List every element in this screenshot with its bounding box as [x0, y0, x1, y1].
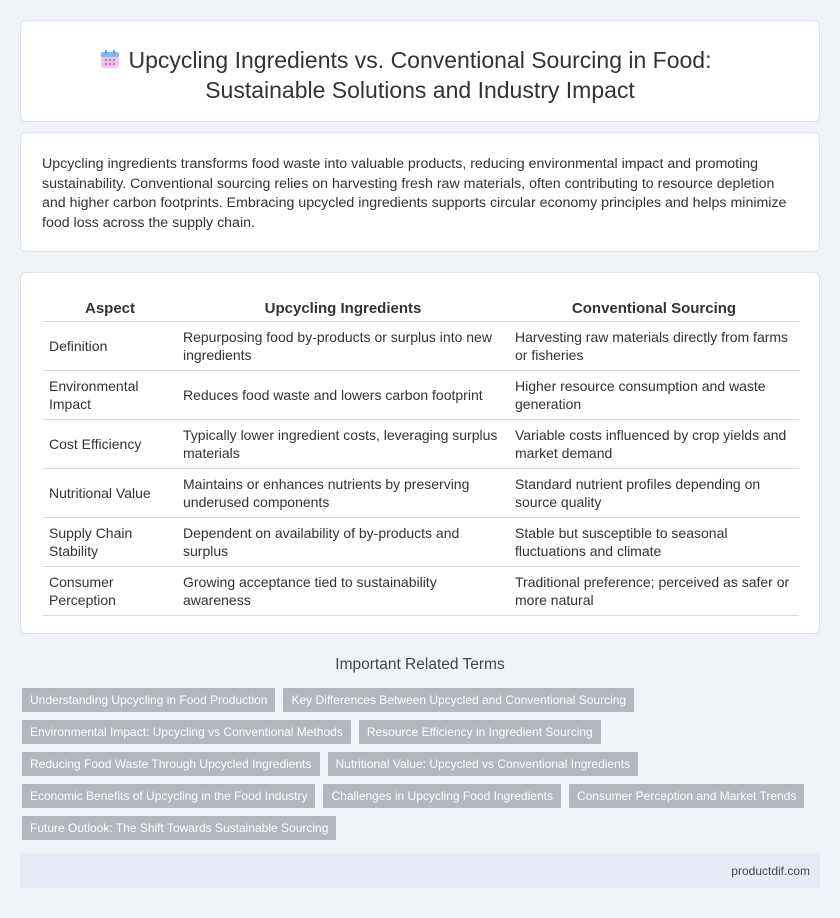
table-cell: Definition	[43, 321, 177, 370]
tag-row	[22, 752, 812, 776]
related-term-tag[interactable]: Nutritional Value: Upcycled vs Conventional Ingredients	[328, 752, 639, 776]
header-upcycling: Upcycling Ingredients	[177, 297, 509, 321]
table-cell: Consumer Perception	[43, 566, 177, 615]
table-cell: Growing acceptance tied to sustainability awareness	[177, 566, 509, 615]
intro-card	[20, 132, 820, 252]
calendar-icon	[99, 48, 121, 70]
related-term-tag[interactable]: Resource Efficiency in Ingredient Sourcing	[359, 720, 601, 744]
table-cell: Stable but susceptible to seasonal fluctuations and climate	[509, 517, 799, 566]
table-cell: Supply Chain Stability	[43, 517, 177, 566]
table-cell: Dependent on availability of by-products and surplus	[177, 517, 509, 566]
table-row	[43, 517, 799, 566]
tag-row	[22, 720, 812, 744]
table-row	[43, 566, 799, 615]
comparison-card	[20, 272, 820, 634]
table-cell: Repurposing food by-products or surplus into new ingredients	[177, 321, 509, 370]
title-line-2: Sustainable Solutions and Industry Impact	[205, 77, 635, 103]
intro-paragraph: Upcycling ingredients transforms food waste into valuable products, reducing environmental impact and promoting sustainability. Conventional sourcing relies on harvesting fresh raw materials, often contributing to resource depletion and higher carbon footprints. Embracing upcycled ingredients supports circular economy principles and helps minimize food loss across the supply chain.	[42, 156, 787, 231]
related-term-tag[interactable]: Challenges in Upcycling Food Ingredients	[323, 784, 560, 808]
related-term-tag[interactable]: Reducing Food Waste Through Upcycled Ingredients	[22, 752, 320, 776]
page-title	[21, 45, 819, 105]
table-row	[43, 419, 799, 468]
title-line-1: Upcycling Ingredients vs. Conventional Sourcing in Food:	[128, 47, 712, 73]
header-card	[20, 20, 820, 122]
header-aspect: Aspect	[43, 297, 177, 321]
table-cell: Cost Efficiency	[43, 419, 177, 468]
tag-row	[22, 688, 812, 712]
related-term-tag[interactable]: Environmental Impact: Upcycling vs Conventional Methods	[22, 720, 351, 744]
table-cell: Variable costs influenced by crop yields and market demand	[509, 419, 799, 468]
table-row	[43, 370, 799, 419]
table-cell: Typically lower ingredient costs, leveraging surplus materials	[177, 419, 509, 468]
table-cell: Reduces food waste and lowers carbon footprint	[177, 370, 509, 419]
related-terms-title: Important Related Terms	[335, 656, 505, 673]
footer-site-link[interactable]: productdif.com	[731, 864, 810, 878]
table-cell: Higher resource consumption and waste generation	[509, 370, 799, 419]
table-header-row	[43, 297, 799, 321]
related-term-tag[interactable]: Economic Benefits of Upcycling in the Food Industry	[22, 784, 315, 808]
table-cell: Harvesting raw materials directly from farms or fisheries	[509, 321, 799, 370]
tag-row	[22, 784, 812, 808]
related-terms-list	[22, 688, 812, 848]
related-term-tag[interactable]: Understanding Upcycling in Food Production	[22, 688, 275, 712]
tag-row	[22, 816, 812, 840]
table-cell: Environmental Impact	[43, 370, 177, 419]
table-cell: Maintains or enhances nutrients by preserving underused components	[177, 468, 509, 517]
footer	[20, 854, 820, 888]
related-term-tag[interactable]: Key Differences Between Upcycled and Conventional Sourcing	[283, 688, 634, 712]
table-cell: Nutritional Value	[43, 468, 177, 517]
related-term-tag[interactable]: Future Outlook: The Shift Towards Sustainable Sourcing	[22, 816, 336, 840]
table-row	[43, 468, 799, 517]
table-cell: Standard nutrient profiles depending on source quality	[509, 468, 799, 517]
table-row	[43, 321, 799, 370]
header-conventional: Conventional Sourcing	[509, 297, 799, 321]
related-term-tag[interactable]: Consumer Perception and Market Trends	[569, 784, 804, 808]
table-cell: Traditional preference; perceived as safer or more natural	[509, 566, 799, 615]
comparison-table	[43, 297, 799, 616]
